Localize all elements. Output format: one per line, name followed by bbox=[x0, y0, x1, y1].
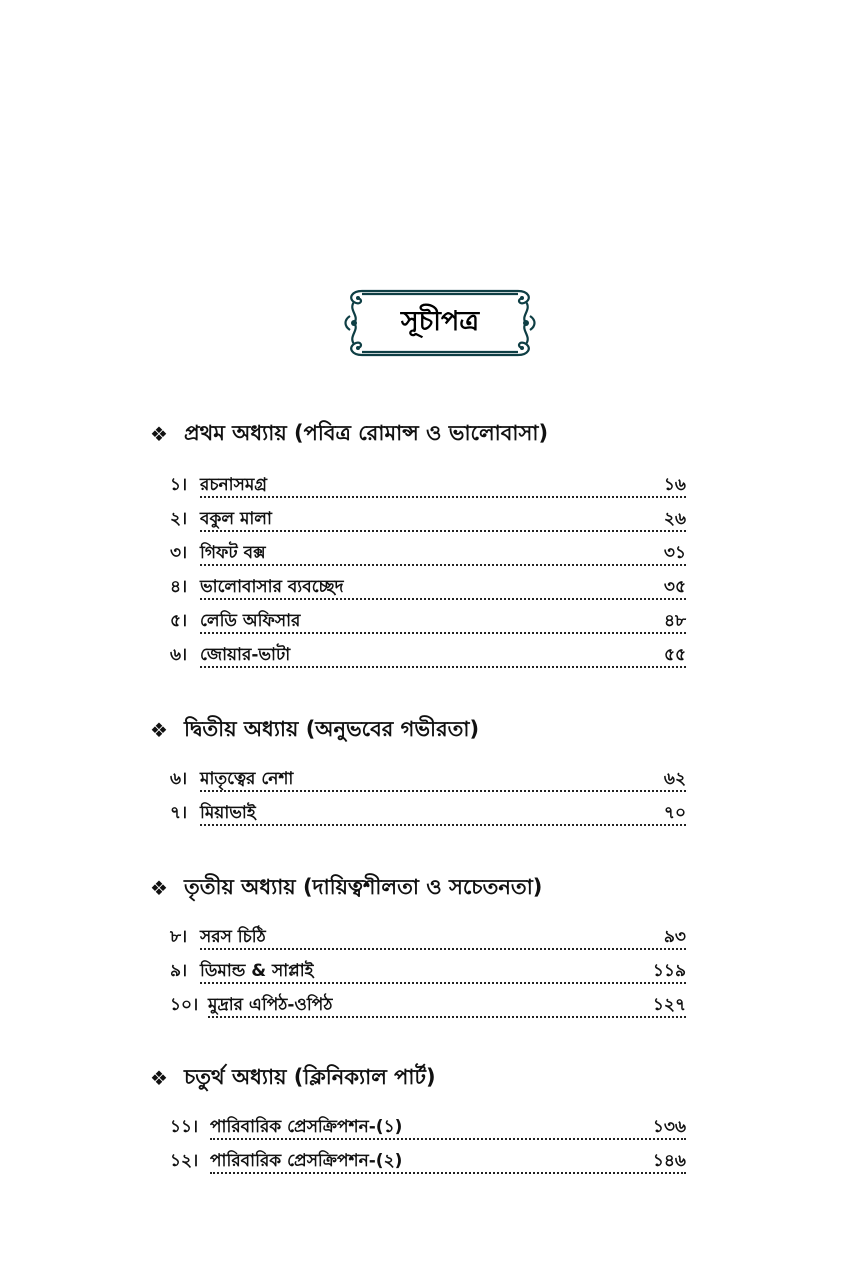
section-title: প্রথম অধ্যায় (পবিত্র রোমান্স ও ভালোবাসা) bbox=[183, 420, 549, 445]
entry-page: ৩৫ bbox=[663, 577, 686, 597]
dotted-leader bbox=[200, 790, 686, 792]
entry-page: ৫৫ bbox=[663, 645, 686, 665]
dotted-leader bbox=[200, 598, 686, 600]
entry-page: ১২৭ bbox=[652, 995, 686, 1015]
entry-number: ১১। bbox=[170, 1117, 199, 1137]
dotted-leader bbox=[208, 1016, 686, 1018]
dotted-leader bbox=[200, 530, 686, 532]
entry-page: ৩১ bbox=[663, 543, 686, 563]
entry-number: ৭। bbox=[170, 803, 188, 823]
entry-number: ৫। bbox=[170, 611, 188, 631]
entry-page: ২৬ bbox=[663, 509, 686, 529]
entry-number: ৬। bbox=[170, 769, 188, 789]
toc-entry[interactable] bbox=[170, 1146, 686, 1176]
toc-entry[interactable] bbox=[170, 764, 686, 794]
entry-number: ৯। bbox=[170, 961, 188, 981]
entry-page: ৯৩ bbox=[663, 927, 686, 947]
toc-entry[interactable] bbox=[170, 606, 686, 636]
entry-page: ১৩৬ bbox=[652, 1117, 686, 1137]
entry-title: মুদ্রার এপিঠ-ওপিঠ bbox=[208, 995, 333, 1015]
entry-title: লেডি অফিসার bbox=[200, 611, 301, 631]
entry-title: মিয়াভাই bbox=[200, 803, 256, 823]
section-title: দ্বিতীয় অধ্যায় (অনুভবের গভীরতা) bbox=[183, 716, 480, 741]
dotted-leader bbox=[200, 824, 686, 826]
entry-number: ৮। bbox=[170, 927, 188, 947]
entry-title: মাতৃত্বের নেশা bbox=[200, 769, 294, 789]
toc-entry[interactable] bbox=[170, 470, 686, 500]
diamond-bullet-icon: ❖ bbox=[150, 1066, 168, 1090]
section-heading-2 bbox=[150, 714, 479, 746]
entry-page: ১৪৬ bbox=[652, 1151, 686, 1171]
entry-number: ৬। bbox=[170, 645, 188, 665]
entry-title: ডিমান্ড & সাপ্লাই bbox=[200, 961, 314, 981]
entry-title: ভালোবাসার ব্যবচ্ছেদ bbox=[200, 577, 344, 597]
section-title: চতুর্থ অধ্যায় (ক্লিনিক্যাল পার্ট) bbox=[183, 1064, 436, 1089]
section-title: তৃতীয় অধ্যায় (দায়িত্বশীলতা ও সচেতনতা) bbox=[183, 874, 543, 899]
section-heading-3 bbox=[150, 872, 542, 904]
toc-entry[interactable] bbox=[170, 798, 686, 828]
entry-title: রচনাসমগ্র bbox=[200, 475, 268, 495]
toc-entry[interactable] bbox=[170, 956, 686, 986]
section-heading-1 bbox=[150, 418, 548, 450]
dotted-leader bbox=[200, 496, 686, 498]
dotted-leader bbox=[200, 564, 686, 566]
dotted-leader bbox=[200, 948, 686, 950]
entry-title: সরস চিঠি bbox=[200, 927, 266, 947]
toc-entry[interactable] bbox=[170, 572, 686, 602]
entry-page: ১৬ bbox=[663, 475, 686, 495]
title-frame bbox=[340, 286, 540, 360]
entry-page: ৪৮ bbox=[663, 611, 686, 631]
toc-entry[interactable] bbox=[170, 1112, 686, 1142]
entry-number: ১২। bbox=[170, 1151, 199, 1171]
toc-entry[interactable] bbox=[170, 504, 686, 534]
toc-entry[interactable] bbox=[170, 922, 686, 952]
entry-title: পারিবারিক প্রেসক্রিপশন-(১) bbox=[210, 1117, 403, 1137]
entry-number: ২। bbox=[170, 509, 188, 529]
entry-number: ১০। bbox=[170, 995, 199, 1015]
entry-title: পারিবারিক প্রেসক্রিপশন-(২) bbox=[210, 1151, 403, 1171]
diamond-bullet-icon: ❖ bbox=[150, 876, 168, 900]
dotted-leader bbox=[210, 1138, 686, 1140]
diamond-bullet-icon: ❖ bbox=[150, 718, 168, 742]
entry-title: জোয়ার-ভাটা bbox=[200, 645, 291, 665]
toc-entry[interactable] bbox=[170, 538, 686, 568]
entry-page: ৬২ bbox=[663, 769, 686, 789]
entry-title: বকুল মালা bbox=[200, 509, 272, 529]
diamond-bullet-icon: ❖ bbox=[150, 422, 168, 446]
dotted-leader bbox=[210, 1172, 686, 1174]
toc-entry[interactable] bbox=[170, 990, 686, 1020]
dotted-leader bbox=[200, 982, 686, 984]
entry-number: ৪। bbox=[170, 577, 188, 597]
dotted-leader bbox=[200, 632, 686, 634]
section-heading-4 bbox=[150, 1062, 436, 1094]
entry-page: ৭০ bbox=[663, 803, 686, 823]
toc-entry[interactable] bbox=[170, 640, 686, 670]
entry-page: ১১৯ bbox=[652, 961, 686, 981]
dotted-leader bbox=[200, 666, 686, 668]
entry-number: ৩। bbox=[170, 543, 188, 563]
entry-number: ১। bbox=[170, 475, 188, 495]
entry-title: গিফট বক্স bbox=[200, 543, 266, 563]
page-title: সূচীপত্র bbox=[400, 305, 480, 337]
